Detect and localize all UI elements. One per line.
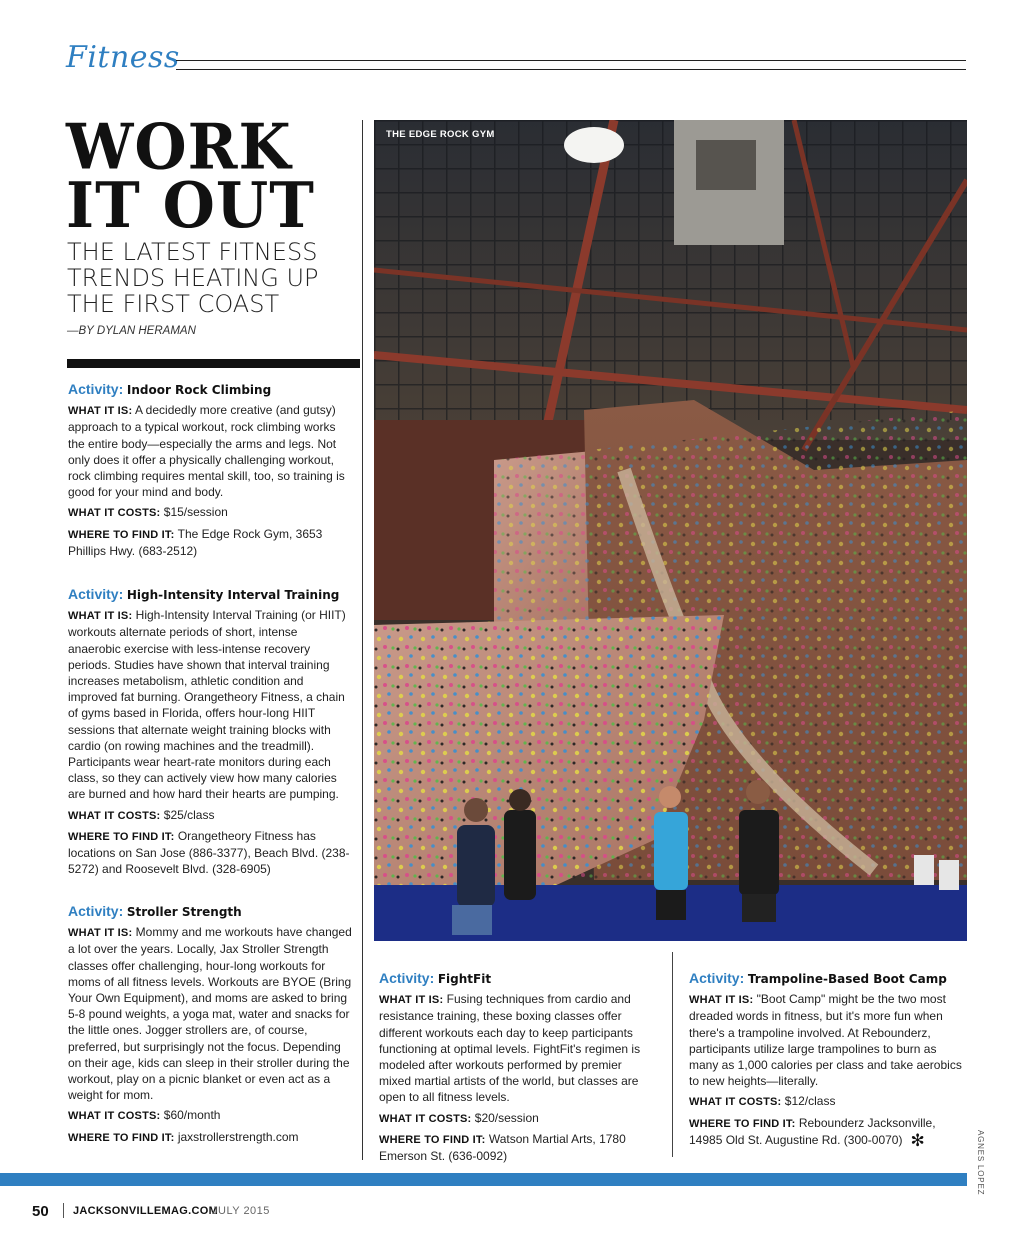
- what-it-costs: [68, 1107, 353, 1124]
- footer-site: JACKSONVILLEMAG.COM: [73, 1205, 219, 1217]
- activity-heading: [689, 970, 967, 987]
- what-it-is-text: A decidedly more creative (and gutsy) approach to a typical workout, rock climbing works the entire body—especially the arms and legs. Not only does it offer a physically challenging workout, rock climbing requires mental skill, too, so training is good for your mind and body.: [68, 403, 345, 500]
- activity-heading: [68, 586, 353, 603]
- where-to-find: [689, 1115, 967, 1149]
- activity-label: Activity:: [689, 970, 745, 986]
- headline: [66, 110, 356, 243]
- where-text: Rebounderz Jacksonville, 14985 Old St. Augustine Rd. (300-0070): [689, 1115, 936, 1147]
- activity-heading: [68, 381, 353, 398]
- cost-text: $60/month: [163, 1108, 221, 1123]
- header-rule: [176, 60, 966, 70]
- activity-name: Indoor Rock Climbing: [126, 383, 272, 397]
- what-it-is-label: WHAT IT IS:: [689, 994, 754, 1007]
- headline-line-2: IT OUT: [66, 169, 315, 243]
- what-it-costs: [68, 504, 353, 521]
- what-it-is-text: Fusing techniques from cardio and resistance training, these boxing classes offer different workouts each day to keep participants functioning at optimal levels. FightFit's regimen is modeled after workouts performed by premier mixed martial artists of the world, but classes are open to all fitness levels.: [379, 992, 641, 1105]
- photo-caption: THE EDGE ROCK GYM: [386, 129, 495, 140]
- photo-credit: AGNES LOPEZ: [976, 1130, 985, 1196]
- what-it-is-text: High-Intensity Interval Training (or HIIT) workouts alternate periods of short, intense anaerobic exercise with less-intense recovery periods. Studies have shown that interval training increases metabolism, athletic condition and improved fat burning. Orangetheory Fitness, a chain of gyms based in Florida, offers hour-long HIIT sessions that alternate weight training blocks with cardio (on rowing machines and the treadmill). Participants wear heart-rate monitors during each class, so they can actively view how many calories are burned and how hard their hearts are pumping.: [68, 608, 346, 802]
- where-to-find: [68, 828, 353, 878]
- where-text: Watson Martial Arts, 1780 Emerson St. (636-0092): [379, 1131, 626, 1164]
- what-it-is-label: WHAT IT IS:: [68, 927, 133, 940]
- what-it-is: [68, 402, 353, 500]
- what-it-is: [689, 991, 967, 1089]
- cost-text: $20/session: [474, 1110, 539, 1125]
- gym-photo: [374, 120, 967, 941]
- where-text: The Edge Rock Gym, 3653 Phillips Hwy. (683-2512): [68, 526, 323, 558]
- headline-line-1: WORK: [66, 110, 292, 185]
- byline-rule: [67, 359, 360, 368]
- what-it-costs: [68, 807, 353, 824]
- subtitle: THE LATEST FITNESS TRENDS HEATING UP THE FIRST COAST: [67, 238, 319, 318]
- what-it-is-label: WHAT IT IS:: [379, 994, 444, 1007]
- what-it-is: [68, 607, 353, 802]
- where-to-find-label: WHERE TO FIND IT:: [68, 528, 175, 541]
- footer-date: JULY 2015: [212, 1205, 270, 1217]
- activity-label: Activity:: [68, 381, 124, 397]
- byline: —BY DYLAN HERAMAN: [67, 325, 196, 337]
- activity-stroller-strength: [68, 903, 353, 1150]
- activity-label: Activity:: [68, 903, 124, 919]
- what-it-costs-label: WHAT IT COSTS:: [379, 1112, 472, 1125]
- where-text: jaxstrollerstrength.com: [177, 1129, 299, 1144]
- column-divider: [362, 120, 363, 1160]
- activity-name: FightFit: [437, 972, 492, 986]
- where-to-find: [68, 526, 353, 559]
- what-it-costs-label: WHAT IT COSTS:: [689, 1096, 782, 1109]
- what-it-is-text: "Boot Camp" might be the two most dreaded words in fitness, but it's more fun when there's a trampoline involved. At Rebounderz, participants utilize large trampolines to burn as many as 1,000 calories per class and take aerobics to new heights—literally.: [689, 992, 962, 1089]
- activity-indoor-rock-climbing: [68, 381, 353, 563]
- activity-hiit: [68, 586, 353, 881]
- activity-heading: [379, 970, 657, 987]
- activity-label: Activity:: [68, 586, 124, 602]
- what-it-is-label: WHAT IT IS:: [68, 610, 133, 623]
- what-it-costs: [689, 1093, 967, 1110]
- activity-name: Trampoline-Based Boot Camp: [747, 972, 947, 986]
- what-it-is: [379, 991, 657, 1105]
- climbing-wall-illustration: [374, 120, 967, 941]
- what-it-is-label: WHAT IT IS:: [68, 405, 133, 418]
- bottom-column-divider: [672, 952, 673, 1157]
- activity-trampoline-boot-camp: [689, 970, 967, 1153]
- activity-heading: [68, 903, 353, 920]
- what-it-is: [68, 924, 353, 1103]
- what-it-costs: [379, 1110, 657, 1127]
- footer-bar: [0, 1173, 967, 1186]
- what-it-costs-label: WHAT IT COSTS:: [68, 507, 161, 520]
- activity-name: Stroller Strength: [126, 905, 242, 919]
- activity-name: High-Intensity Interval Training: [126, 588, 340, 602]
- where-to-find-label: WHERE TO FIND IT:: [68, 1131, 175, 1144]
- what-it-is-text: Mommy and me workouts have changed a lot over the years. Locally, Jax Stroller Strength classes offer challenging, hour-long workouts for moms of all fitness levels. Workouts are BYOE (Bring Your Own Equipment), and moms are asked to bring 5-8 pound weights, a yoga mat, water and snacks for the little ones. Jogger strollers are, of course, preferred, but surprisingly not the focus. Depending on their age, kids can sleep in their stroller during the workout, play on a picnic blanket or even act as a weight for mom.: [68, 925, 352, 1103]
- what-it-costs-label: WHAT IT COSTS:: [68, 809, 161, 822]
- section-title: Fitness: [66, 40, 180, 75]
- cost-text: $15/session: [163, 505, 228, 520]
- end-mark-icon: ✻: [910, 1130, 925, 1150]
- page-number: 50: [32, 1203, 49, 1220]
- activity-fightfit: [379, 970, 657, 1168]
- activity-label: Activity:: [379, 970, 435, 986]
- where-to-find-label: WHERE TO FIND IT:: [689, 1117, 796, 1130]
- where-to-find-label: WHERE TO FIND IT:: [68, 830, 175, 843]
- where-to-find: [68, 1129, 353, 1146]
- cost-text: $12/class: [784, 1094, 836, 1109]
- where-text: Orangetheory Fitness has locations on San Jose (886-3377), Beach Blvd. (238-5272) and Roosevelt Blvd. (328-6905): [68, 828, 350, 877]
- footer-separator: [63, 1203, 64, 1218]
- where-to-find-label: WHERE TO FIND IT:: [379, 1133, 486, 1146]
- where-to-find: [379, 1131, 657, 1164]
- what-it-costs-label: WHAT IT COSTS:: [68, 1110, 161, 1123]
- cost-text: $25/class: [163, 807, 215, 822]
